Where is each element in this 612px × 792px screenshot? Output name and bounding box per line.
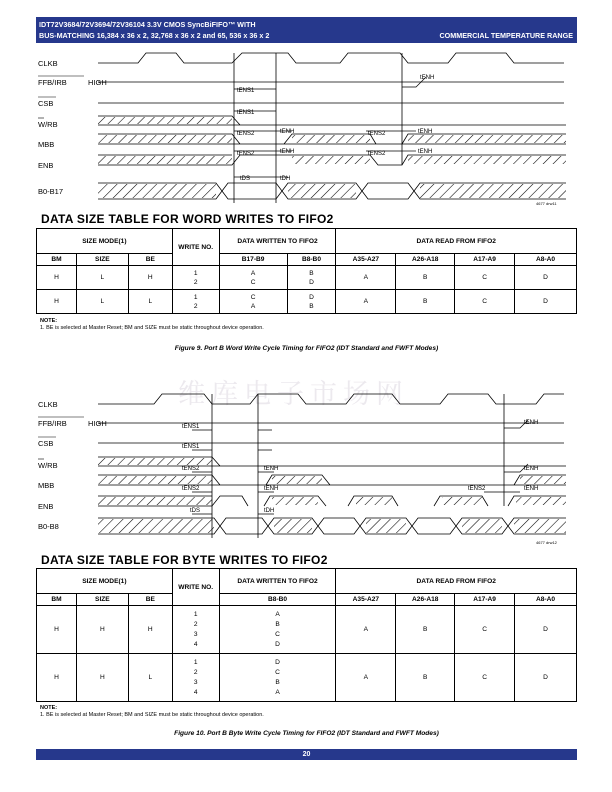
size-mode-header: SIZE MODE(1) (37, 229, 173, 254)
high-label: HIGH (88, 78, 107, 87)
mbb-label: MBB (38, 140, 55, 149)
tens1-label: tENS1 (182, 444, 200, 450)
byte-signal-labels (38, 400, 107, 531)
tens1-label: tENS1 (182, 424, 200, 430)
watermark: 维库电子市场网 (178, 379, 409, 410)
tenh-label: tENH (418, 149, 433, 155)
col-a35-a27: A35-A27 (336, 254, 396, 266)
col-a26-a18: A26-A18 (396, 254, 455, 266)
col-b17-b9: B17-B9 (219, 254, 287, 266)
col-size: SIZE (76, 594, 128, 606)
tenh-label: tENH (524, 466, 539, 472)
page-number: 20 (36, 749, 577, 760)
col-a26-a18: A26-A18 (396, 594, 455, 606)
enb-label: ENB (38, 161, 54, 170)
ffb-label: FFB/IRB (38, 419, 67, 428)
write-no-header: WRITE NO. (172, 229, 219, 266)
bus-label: B0-B17 (38, 187, 64, 196)
word-timing-labels (237, 75, 434, 182)
table-row: H L L 1 2 C A D B A B C D (37, 290, 577, 314)
word-table-note: NOTE: 1. BE is selected at Master Reset; BM and SIZE must be static throughout device operation. (40, 318, 264, 331)
byte-table-note: NOTE: 1. BE is selected at Master Reset; BM and SIZE must be static throughout device operation. (40, 705, 264, 718)
tenh-label: tENH (264, 486, 279, 492)
enb-label: ENB (38, 502, 54, 511)
tenh-label: tENH (420, 75, 435, 81)
tenh-label: tENH (524, 420, 539, 426)
word-signal-labels (38, 59, 107, 196)
col-b8-b0: B8-B0 (219, 594, 336, 606)
word-write-timing-diagram (36, 47, 577, 207)
tenh-label: tENH (264, 466, 279, 472)
header-title-line2: BUS-MATCHING 16,384 x 36 x 2, 32,768 x 36 x 2 and 65, 536 x 36 x 2 (39, 31, 270, 40)
byte-table-title: DATA SIZE TABLE FOR BYTE WRITES TO FIFO2 (41, 553, 328, 567)
csb-label: CSB (38, 439, 54, 448)
data-written-header: DATA WRITTEN TO FIFO2 (219, 569, 336, 594)
col-a17-a9: A17-A9 (455, 254, 515, 266)
word-table-title: DATA SIZE TABLE FOR WORD WRITES TO FIFO2 (41, 212, 334, 226)
word-write-table (36, 228, 577, 314)
tenh-label: tENH (524, 486, 539, 492)
col-bm: BM (37, 594, 77, 606)
tens2-label: tENS2 (182, 486, 200, 492)
header-title-line1: IDT72V3684/72V3694/72V36104 3.3V CMOS SyncBiFIFO™ WITH (39, 20, 256, 29)
tds-label: tDS (240, 176, 251, 182)
bus-label: B0-B8 (38, 522, 59, 531)
col-b8-b0: B8-B0 (287, 254, 336, 266)
tenh-label: tENH (280, 129, 295, 135)
col-be: BE (128, 594, 172, 606)
tens2-label: tENS2 (182, 466, 200, 472)
tens2-label: tENS2 (368, 131, 386, 137)
tenh-label: tENH (280, 149, 295, 155)
byte-write-table (36, 568, 577, 702)
col-a35-a27: A35-A27 (336, 594, 396, 606)
header-temperature-range: COMMERCIAL TEMPERATURE RANGE (439, 31, 573, 40)
figure-10-caption: Figure 10. Port B Byte Write Cycle Timing for FIFO2 (IDT Standard and FWFT Modes) (174, 730, 439, 737)
tens2-label: tENS2 (237, 151, 255, 157)
tenh-label: tENH (418, 129, 433, 135)
table-row: H H L 1 2 3 4 D C B A A B C D (37, 654, 577, 702)
tens1-label: tENS1 (237, 88, 255, 94)
high-label: HIGH (88, 419, 107, 428)
drawing-ref: 4677 drw11 (536, 201, 557, 206)
col-be: BE (128, 254, 172, 266)
tens1-label: tENS1 (237, 110, 255, 116)
data-written-header: DATA WRITTEN TO FIFO2 (219, 229, 336, 254)
clkb-label: CLKB (38, 400, 58, 409)
wrb-label: W/RB (38, 120, 58, 129)
tdh-label: tDH (280, 176, 291, 182)
tdh-label: tDH (264, 508, 275, 514)
tens2-label: tENS2 (468, 486, 486, 492)
drawing-ref: 4677 drw12 (536, 540, 557, 545)
col-a8-a0: A8-A0 (515, 594, 577, 606)
tds-label: tDS (190, 508, 201, 514)
page-header (36, 17, 577, 43)
data-read-header: DATA READ FROM FIFO2 (336, 569, 577, 594)
csb-label: CSB (38, 99, 54, 108)
tens2-label: tENS2 (368, 151, 386, 157)
col-a17-a9: A17-A9 (455, 594, 515, 606)
figure-9-caption: Figure 9. Port B Word Write Cycle Timing for FIFO2 (IDT Standard and FWFT Modes) (174, 345, 439, 352)
table-row: H L H 1 2 A C B D A B C D (37, 266, 577, 290)
col-size: SIZE (76, 254, 128, 266)
byte-write-timing-diagram (36, 388, 577, 548)
data-read-header: DATA READ FROM FIFO2 (336, 229, 577, 254)
clkb-label: CLKB (38, 59, 58, 68)
size-mode-header: SIZE MODE(1) (37, 569, 173, 594)
write-no-header: WRITE NO. (172, 569, 219, 606)
ffb-label: FFB/IRB (38, 78, 67, 87)
mbb-label: MBB (38, 481, 55, 490)
col-a8-a0: A8-A0 (515, 254, 577, 266)
tens2-label: tENS2 (237, 131, 255, 137)
table-row: H H H 1 2 3 4 A B C D A B C D (37, 606, 577, 654)
wrb-label: W/RB (38, 461, 58, 470)
col-bm: BM (37, 254, 77, 266)
